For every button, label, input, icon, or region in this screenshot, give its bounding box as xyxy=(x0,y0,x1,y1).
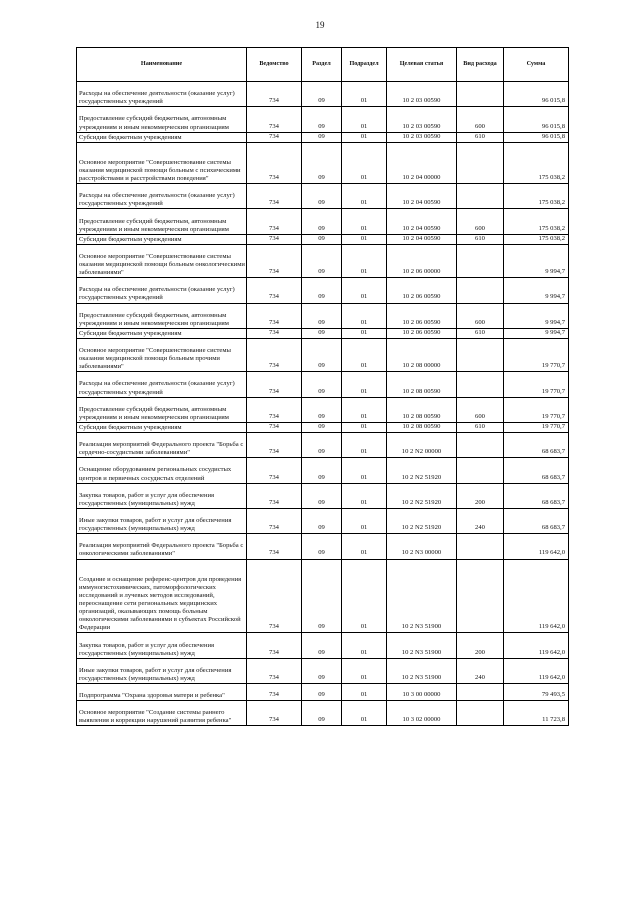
cell-department: 734 xyxy=(247,422,302,432)
cell-name: Создание и оснащение референс-центров для проведения иммуногистохимических, патоморфологических исследований и лучевых методов исследований, переоснащение сети региональных медицинских организаций, оказывающих помощь больным онкологическими заболеваниями в субъектах Российской Федерации xyxy=(77,559,247,633)
cell-expense-type xyxy=(457,534,504,559)
cell-name: Расходы на обеспечение деятельности (оказание услуг) государственных учреждений xyxy=(77,82,247,107)
cell-amount: 68 683,7 xyxy=(504,508,569,533)
cell-section: 09 xyxy=(302,633,342,658)
cell-expense-type xyxy=(457,338,504,371)
cell-amount: 9 994,7 xyxy=(504,328,569,338)
cell-amount: 119 642,0 xyxy=(504,633,569,658)
cell-expense-type: 610 xyxy=(457,234,504,244)
cell-target-article: 10 2 N3 51900 xyxy=(387,559,457,633)
cell-amount: 11 723,8 xyxy=(504,701,569,726)
cell-name: Основное мероприятие "Совершенствование системы оказания медицинской помощи больным прочими заболеваниями" xyxy=(77,338,247,371)
cell-subsection: 01 xyxy=(342,278,387,303)
cell-subsection: 01 xyxy=(342,234,387,244)
cell-department: 734 xyxy=(247,107,302,132)
table-row xyxy=(77,508,569,533)
cell-section: 09 xyxy=(302,422,342,432)
cell-expense-type xyxy=(457,701,504,726)
cell-expense-type: 200 xyxy=(457,483,504,508)
cell-subsection: 01 xyxy=(342,397,387,422)
cell-target-article: 10 2 03 00590 xyxy=(387,132,457,142)
cell-amount: 175 038,2 xyxy=(504,184,569,209)
cell-amount: 96 015,8 xyxy=(504,82,569,107)
cell-expense-type: 600 xyxy=(457,303,504,328)
cell-section: 09 xyxy=(302,508,342,533)
cell-expense-type: 200 xyxy=(457,633,504,658)
cell-department: 734 xyxy=(247,82,302,107)
cell-section: 09 xyxy=(302,328,342,338)
cell-target-article: 10 2 N3 51900 xyxy=(387,658,457,683)
cell-name: Предоставление субсидий бюджетным, автономным учреждениям и иным некоммерческим организациям xyxy=(77,107,247,132)
cell-expense-type xyxy=(457,142,504,184)
cell-name: Предоставление субсидий бюджетным, автономным учреждениям и иным некоммерческим организациям xyxy=(77,303,247,328)
cell-target-article: 10 2 04 00000 xyxy=(387,142,457,184)
cell-section: 09 xyxy=(302,209,342,234)
cell-department: 734 xyxy=(247,658,302,683)
table-row xyxy=(77,534,569,559)
cell-subsection: 01 xyxy=(342,209,387,234)
cell-department: 734 xyxy=(247,433,302,458)
cell-department: 734 xyxy=(247,234,302,244)
cell-department: 734 xyxy=(247,132,302,142)
cell-section: 09 xyxy=(302,433,342,458)
cell-expense-type xyxy=(457,433,504,458)
cell-subsection: 01 xyxy=(342,483,387,508)
cell-amount: 68 683,7 xyxy=(504,483,569,508)
cell-name: Иные закупки товаров, работ и услуг для обеспечения государственных (муниципальных) нужд xyxy=(77,658,247,683)
cell-department: 734 xyxy=(247,209,302,234)
cell-subsection: 01 xyxy=(342,303,387,328)
table-row xyxy=(77,338,569,371)
cell-target-article: 10 2 04 00590 xyxy=(387,234,457,244)
cell-amount: 68 683,7 xyxy=(504,458,569,483)
cell-department: 734 xyxy=(247,534,302,559)
cell-amount: 9 994,7 xyxy=(504,244,569,277)
cell-subsection: 01 xyxy=(342,633,387,658)
cell-expense-type: 600 xyxy=(457,107,504,132)
header-target-article: Целевая статья xyxy=(387,48,457,82)
cell-section: 09 xyxy=(302,142,342,184)
cell-target-article: 10 2 08 00590 xyxy=(387,397,457,422)
table-row xyxy=(77,82,569,107)
cell-section: 09 xyxy=(302,234,342,244)
cell-department: 734 xyxy=(247,483,302,508)
cell-section: 09 xyxy=(302,82,342,107)
cell-section: 09 xyxy=(302,684,342,701)
table-row xyxy=(77,433,569,458)
cell-expense-type xyxy=(457,278,504,303)
cell-name: Субсидии бюджетным учреждениям xyxy=(77,132,247,142)
cell-target-article: 10 2 N2 51920 xyxy=(387,483,457,508)
cell-target-article: 10 2 N2 00000 xyxy=(387,433,457,458)
cell-name: Основное мероприятие "Создание системы раннего выявления и коррекции нарушений развития ребенка" xyxy=(77,701,247,726)
cell-department: 734 xyxy=(247,372,302,397)
cell-target-article: 10 3 00 00000 xyxy=(387,684,457,701)
cell-target-article: 10 2 08 00000 xyxy=(387,338,457,371)
table-row xyxy=(77,701,569,726)
cell-amount: 68 683,7 xyxy=(504,433,569,458)
cell-department: 734 xyxy=(247,458,302,483)
table-row xyxy=(77,142,569,184)
cell-section: 09 xyxy=(302,559,342,633)
cell-subsection: 01 xyxy=(342,184,387,209)
cell-expense-type xyxy=(457,82,504,107)
cell-name: Закупка товаров, работ и услуг для обеспечения государственных (муниципальных) нужд xyxy=(77,633,247,658)
cell-name: Расходы на обеспечение деятельности (оказание услуг) государственных учреждений xyxy=(77,278,247,303)
cell-department: 734 xyxy=(247,684,302,701)
cell-section: 09 xyxy=(302,184,342,209)
cell-amount: 175 038,2 xyxy=(504,234,569,244)
cell-expense-type: 240 xyxy=(457,658,504,683)
cell-name: Предоставление субсидий бюджетным, автономным учреждениям и иным некоммерческим организациям xyxy=(77,397,247,422)
cell-department: 734 xyxy=(247,184,302,209)
cell-subsection: 01 xyxy=(342,82,387,107)
cell-target-article: 10 2 08 00590 xyxy=(387,372,457,397)
table-row xyxy=(77,397,569,422)
header-section: Раздел xyxy=(302,48,342,82)
cell-section: 09 xyxy=(302,458,342,483)
cell-expense-type: 610 xyxy=(457,328,504,338)
cell-expense-type: 240 xyxy=(457,508,504,533)
cell-subsection: 01 xyxy=(342,658,387,683)
table-row xyxy=(77,658,569,683)
cell-name: Реализация мероприятий Федерального проекта "Борьба с онкологическими заболеваниями" xyxy=(77,534,247,559)
cell-subsection: 01 xyxy=(342,328,387,338)
cell-department: 734 xyxy=(247,701,302,726)
cell-target-article: 10 2 N3 00000 xyxy=(387,534,457,559)
cell-name: Субсидии бюджетным учреждениям xyxy=(77,234,247,244)
cell-department: 734 xyxy=(247,559,302,633)
cell-name: Закупка товаров, работ и услуг для обеспечения государственных (муниципальных) нужд xyxy=(77,483,247,508)
table-row xyxy=(77,244,569,277)
cell-expense-type: 600 xyxy=(457,209,504,234)
cell-amount: 79 493,5 xyxy=(504,684,569,701)
cell-target-article: 10 2 N3 51900 xyxy=(387,633,457,658)
cell-section: 09 xyxy=(302,303,342,328)
cell-expense-type: 600 xyxy=(457,397,504,422)
header-department: Ведомство xyxy=(247,48,302,82)
table-body xyxy=(77,82,569,726)
page-number: 19 xyxy=(315,20,325,30)
cell-department: 734 xyxy=(247,338,302,371)
cell-department: 734 xyxy=(247,278,302,303)
cell-department: 734 xyxy=(247,244,302,277)
cell-expense-type: 610 xyxy=(457,422,504,432)
cell-expense-type xyxy=(457,684,504,701)
cell-subsection: 01 xyxy=(342,701,387,726)
cell-section: 09 xyxy=(302,278,342,303)
table-row xyxy=(77,633,569,658)
cell-amount: 19 770,7 xyxy=(504,397,569,422)
header-subsection: Подраздел xyxy=(342,48,387,82)
cell-amount: 175 038,2 xyxy=(504,142,569,184)
cell-department: 734 xyxy=(247,303,302,328)
cell-subsection: 01 xyxy=(342,107,387,132)
cell-name: Оснащение оборудованием региональных сосудистых центров и первичных сосудистых отделений xyxy=(77,458,247,483)
cell-target-article: 10 2 04 00590 xyxy=(387,209,457,234)
table-row xyxy=(77,483,569,508)
cell-section: 09 xyxy=(302,397,342,422)
table-row xyxy=(77,422,569,432)
cell-name: Основное мероприятие "Совершенствование системы оказания медицинской помощи больным онкологическими заболеваниями" xyxy=(77,244,247,277)
cell-name: Расходы на обеспечение деятельности (оказание услуг) государственных учреждений xyxy=(77,372,247,397)
cell-section: 09 xyxy=(302,132,342,142)
table-row xyxy=(77,303,569,328)
cell-amount: 96 015,8 xyxy=(504,107,569,132)
table-row xyxy=(77,559,569,633)
cell-expense-type xyxy=(457,458,504,483)
cell-subsection: 01 xyxy=(342,132,387,142)
cell-name: Субсидии бюджетным учреждениям xyxy=(77,422,247,432)
cell-target-article: 10 2 03 00590 xyxy=(387,82,457,107)
cell-subsection: 01 xyxy=(342,684,387,701)
cell-subsection: 01 xyxy=(342,142,387,184)
cell-target-article: 10 2 N2 51920 xyxy=(387,508,457,533)
cell-amount: 96 015,8 xyxy=(504,132,569,142)
cell-subsection: 01 xyxy=(342,559,387,633)
cell-target-article: 10 2 06 00590 xyxy=(387,303,457,328)
cell-target-article: 10 2 06 00000 xyxy=(387,244,457,277)
cell-subsection: 01 xyxy=(342,534,387,559)
cell-department: 734 xyxy=(247,328,302,338)
cell-section: 09 xyxy=(302,107,342,132)
cell-section: 09 xyxy=(302,658,342,683)
cell-subsection: 01 xyxy=(342,372,387,397)
table-row xyxy=(77,184,569,209)
cell-name: Реализация мероприятий Федерального проекта "Борьба с сердечно-сосудистыми заболеваниями" xyxy=(77,433,247,458)
cell-department: 734 xyxy=(247,633,302,658)
cell-expense-type: 610 xyxy=(457,132,504,142)
cell-amount: 119 642,0 xyxy=(504,658,569,683)
cell-target-article: 10 3 02 00000 xyxy=(387,701,457,726)
cell-expense-type xyxy=(457,559,504,633)
cell-expense-type xyxy=(457,244,504,277)
header-name: Наименование xyxy=(77,48,247,82)
cell-amount: 119 642,0 xyxy=(504,534,569,559)
table-row xyxy=(77,234,569,244)
cell-name: Расходы на обеспечение деятельности (оказание услуг) государственных учреждений xyxy=(77,184,247,209)
table-header-row xyxy=(77,48,569,82)
cell-amount: 9 994,7 xyxy=(504,303,569,328)
cell-subsection: 01 xyxy=(342,508,387,533)
cell-section: 09 xyxy=(302,701,342,726)
cell-amount: 19 770,7 xyxy=(504,422,569,432)
cell-target-article: 10 2 04 00590 xyxy=(387,184,457,209)
table-row xyxy=(77,107,569,132)
budget-table xyxy=(76,47,569,726)
table-row xyxy=(77,458,569,483)
cell-target-article: 10 2 06 00590 xyxy=(387,278,457,303)
cell-amount: 175 038,2 xyxy=(504,209,569,234)
header-amount: Сумма xyxy=(504,48,569,82)
cell-subsection: 01 xyxy=(342,422,387,432)
cell-section: 09 xyxy=(302,338,342,371)
table-row xyxy=(77,684,569,701)
cell-target-article: 10 2 08 00590 xyxy=(387,422,457,432)
cell-amount: 119 642,0 xyxy=(504,559,569,633)
cell-name: Иные закупки товаров, работ и услуг для обеспечения государственных (муниципальных) нужд xyxy=(77,508,247,533)
cell-section: 09 xyxy=(302,483,342,508)
cell-name: Подпрограмма "Охрана здоровья матери и ребенка" xyxy=(77,684,247,701)
cell-section: 09 xyxy=(302,244,342,277)
cell-subsection: 01 xyxy=(342,458,387,483)
header-expense-type: Вид расхода xyxy=(457,48,504,82)
table-row xyxy=(77,372,569,397)
cell-section: 09 xyxy=(302,534,342,559)
cell-department: 734 xyxy=(247,142,302,184)
cell-amount: 19 770,7 xyxy=(504,338,569,371)
cell-amount: 19 770,7 xyxy=(504,372,569,397)
cell-section: 09 xyxy=(302,372,342,397)
cell-subsection: 01 xyxy=(342,244,387,277)
cell-expense-type xyxy=(457,184,504,209)
cell-target-article: 10 2 06 00590 xyxy=(387,328,457,338)
cell-target-article: 10 2 03 00590 xyxy=(387,107,457,132)
cell-name: Предоставление субсидий бюджетным, автономным учреждениям и иным некоммерческим организациям xyxy=(77,209,247,234)
cell-department: 734 xyxy=(247,508,302,533)
cell-target-article: 10 2 N2 51920 xyxy=(387,458,457,483)
cell-department: 734 xyxy=(247,397,302,422)
cell-name: Субсидии бюджетным учреждениям xyxy=(77,328,247,338)
table-row xyxy=(77,328,569,338)
cell-expense-type xyxy=(457,372,504,397)
cell-subsection: 01 xyxy=(342,338,387,371)
table-row xyxy=(77,209,569,234)
table-row xyxy=(77,132,569,142)
cell-amount: 9 994,7 xyxy=(504,278,569,303)
cell-name: Основное мероприятие "Совершенствование системы оказания медицинской помощи больным с психическими расстройствами и расстройствами поведения" xyxy=(77,142,247,184)
table-row xyxy=(77,278,569,303)
cell-subsection: 01 xyxy=(342,433,387,458)
